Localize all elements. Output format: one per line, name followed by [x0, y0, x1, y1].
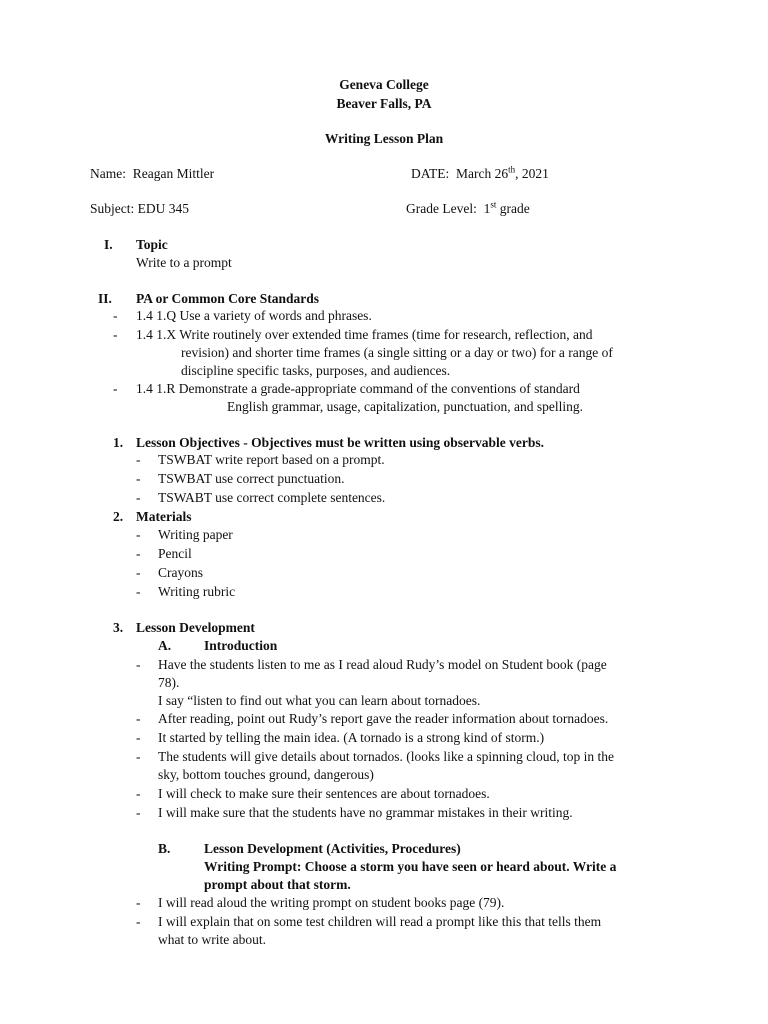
activity-item-cont: what to write about.: [158, 932, 266, 947]
dash-bullet: -: [113, 308, 118, 323]
objective-item: TSWBAT write report based on a prompt.: [158, 452, 385, 467]
dash-bullet: -: [136, 711, 141, 726]
dash-bullet: -: [136, 805, 141, 820]
date-suffix: th: [508, 164, 516, 175]
subject-row: [90, 199, 189, 218]
college-location: Beaver Falls, PA: [336, 96, 432, 111]
standard-item-cont: discipline specific tasks, purposes, and audiences.: [181, 363, 451, 378]
dash-bullet: -: [136, 452, 141, 467]
standard-item-cont: English grammar, usage, capitalization, punctuation, and spelling.: [227, 399, 583, 414]
standard-item: 1.4 1.Q Use a variety of words and phrases.: [136, 308, 372, 323]
dash-bullet: -: [136, 786, 141, 801]
grade-label: Grade Level:: [406, 201, 477, 216]
material-item: Writing paper: [158, 527, 233, 542]
intro-item: I will check to make sure their sentences are about tornadoes.: [158, 786, 490, 801]
grade-number: 1: [483, 201, 491, 216]
activities-heading: Lesson Development (Activities, Procedures): [204, 841, 461, 856]
subject-label: Subject:: [90, 201, 135, 216]
material-item: Writing rubric: [158, 584, 236, 599]
date-year: , 2021: [515, 166, 549, 181]
intro-heading: Introduction: [204, 638, 278, 653]
standard-item-cont: revision) and shorter time frames (a single sitting or a day or two) for a range of: [181, 345, 613, 360]
material-item: Crayons: [158, 565, 203, 580]
dash-bullet: -: [136, 471, 141, 486]
standards-numeral: II.: [98, 291, 112, 306]
intro-item: After reading, point out Rudy’s report gave the reader information about tornadoes.: [158, 711, 609, 726]
intro-item-cont: sky, bottom touches ground, dangerous): [158, 767, 374, 782]
dash-bullet: -: [136, 657, 141, 672]
development-heading: Lesson Development: [136, 620, 255, 635]
dash-bullet: -: [113, 327, 118, 342]
standard-item: 1.4 1.R Demonstrate a grade-appropriate command of the conventions of standard: [136, 381, 580, 396]
writing-prompt: Writing Prompt: Choose a storm you have seen or heard about. Write a: [204, 859, 617, 874]
standards-heading: PA or Common Core Standards: [136, 291, 320, 306]
name-label: Name:: [90, 166, 126, 181]
date-value: March 26: [456, 166, 509, 181]
intro-item: I will make sure that the students have no grammar mistakes in their writing.: [158, 805, 573, 820]
dash-bullet: -: [136, 914, 141, 929]
date-row: [411, 164, 549, 183]
intro-item: It started by telling the main idea. (A tornado is a strong kind of storm.): [158, 730, 545, 745]
objective-item: TSWBAT use correct punctuation.: [158, 471, 345, 486]
dash-bullet: -: [113, 381, 118, 396]
intro-item-cont: 78).: [158, 675, 180, 690]
subject-value: EDU 345: [137, 201, 189, 216]
dash-bullet: -: [136, 749, 141, 764]
topic-text: Write to a prompt: [136, 255, 232, 270]
objectives-heading: Lesson Objectives - Objectives must be written using observable verbs.: [136, 435, 544, 450]
intro-item: The students will give details about tornados. (looks like a spinning cloud, top in the: [158, 749, 614, 764]
activity-item: I will explain that on some test children will read a prompt like this that tells them: [158, 914, 602, 929]
college-name: Geneva College: [339, 77, 429, 92]
grade-suffix: st: [490, 199, 497, 210]
name-value: Reagan Mittler: [132, 166, 215, 181]
dash-bullet: -: [136, 546, 141, 561]
name-row: [90, 164, 214, 183]
topic-numeral: I.: [104, 237, 113, 252]
intro-letter: A.: [158, 638, 172, 653]
materials-numeral: 2.: [113, 509, 124, 524]
grade-row: [406, 199, 530, 218]
dash-bullet: -: [136, 730, 141, 745]
writing-prompt-cont: prompt about that storm.: [204, 877, 351, 892]
standard-item: 1.4 1.X Write routinely over extended time frames (time for research, reflection, and: [136, 327, 593, 342]
intro-item-cont: I say “listen to find out what you can learn about tornadoes.: [158, 693, 481, 708]
topic-heading: Topic: [136, 237, 168, 252]
dash-bullet: -: [136, 490, 141, 505]
intro-item: Have the students listen to me as I read aloud Rudy’s model on Student book (page: [158, 657, 607, 672]
dash-bullet: -: [136, 565, 141, 580]
grade-word: grade: [499, 201, 530, 216]
activities-letter: B.: [158, 841, 171, 856]
dash-bullet: -: [136, 527, 141, 542]
development-numeral: 3.: [113, 620, 124, 635]
objectives-numeral: 1.: [113, 435, 124, 450]
date-label: DATE:: [411, 166, 450, 181]
material-item: Pencil: [158, 546, 192, 561]
dash-bullet: -: [136, 584, 141, 599]
activity-item: I will read aloud the writing prompt on student books page (79).: [158, 895, 505, 910]
materials-heading: Materials: [136, 509, 192, 524]
objective-item: TSWABT use correct complete sentences.: [158, 490, 386, 505]
document-title: Writing Lesson Plan: [324, 131, 444, 146]
dash-bullet: -: [136, 895, 141, 910]
